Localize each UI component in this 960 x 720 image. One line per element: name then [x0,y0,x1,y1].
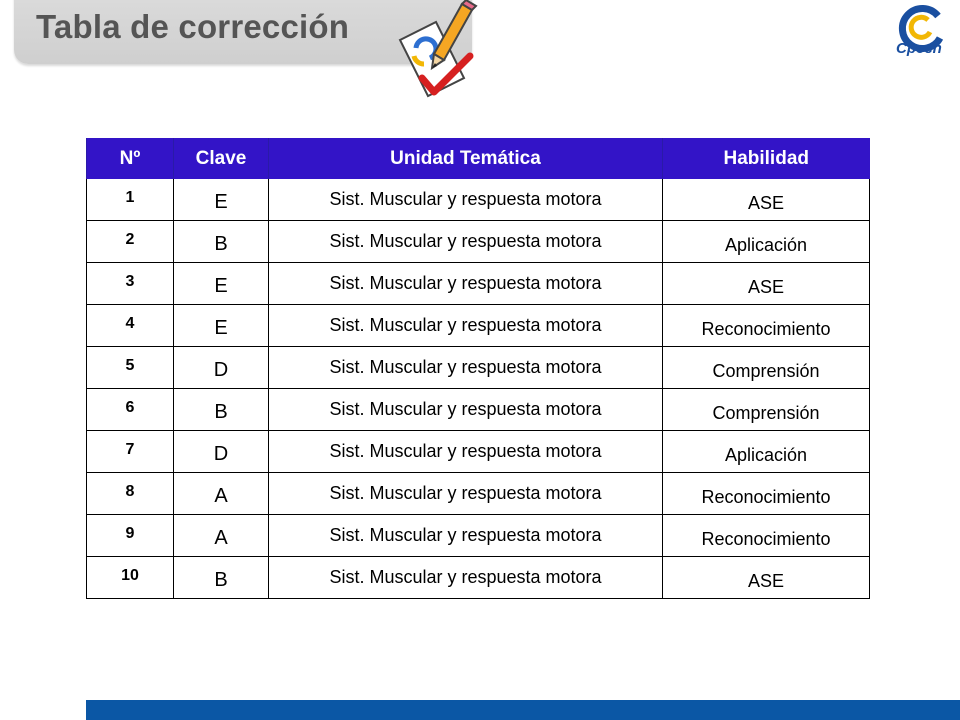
cell-unidad: Sist. Muscular y respuesta motora [269,431,663,473]
cell-clave: A [174,473,269,515]
cell-unidad: Sist. Muscular y respuesta motora [269,389,663,431]
cell-unidad: Sist. Muscular y respuesta motora [269,263,663,305]
cell-clave: B [174,389,269,431]
cell-habilidad: Reconocimiento [663,473,870,515]
cell-number: 6 [87,389,174,431]
cell-habilidad: Aplicación [663,431,870,473]
cell-habilidad: Comprensión [663,347,870,389]
table-row [87,473,870,515]
cell-clave: E [174,179,269,221]
table-row [87,263,870,305]
table-row [87,221,870,263]
table-row [87,557,870,599]
cell-number: 3 [87,263,174,305]
table-row [87,305,870,347]
table-row [87,389,870,431]
pencil-checklist-icon [394,0,480,104]
cell-number: 9 [87,515,174,557]
cell-clave: B [174,221,269,263]
header-unidad: Unidad Temática [269,138,663,179]
cell-habilidad: ASE [663,263,870,305]
cell-clave: D [174,431,269,473]
table-row [87,431,870,473]
page-title: Tabla de corrección [36,8,350,45]
header-clave: Clave [174,138,269,179]
header-habilidad: Habilidad [663,138,870,179]
cell-clave: D [174,347,269,389]
cell-number: 7 [87,431,174,473]
cell-number: 4 [87,305,174,347]
header-number: Nº [87,138,174,179]
footer-bar [86,700,960,720]
cell-habilidad: Reconocimiento [663,515,870,557]
cell-unidad: Sist. Muscular y respuesta motora [269,221,663,263]
cell-number: 1 [87,179,174,221]
cell-habilidad: Reconocimiento [663,305,870,347]
cell-habilidad: ASE [663,557,870,599]
table-header-row [87,138,870,179]
cell-number: 8 [87,473,174,515]
answer-key-table [86,138,870,599]
cell-unidad: Sist. Muscular y respuesta motora [269,347,663,389]
cell-number: 2 [87,221,174,263]
cell-unidad: Sist. Muscular y respuesta motora [269,557,663,599]
cell-clave: A [174,515,269,557]
cell-habilidad: Aplicación [663,221,870,263]
logo-text: Cpech [896,40,942,57]
table-row [87,347,870,389]
cell-clave: B [174,557,269,599]
cell-unidad: Sist. Muscular y respuesta motora [269,179,663,221]
cell-clave: E [174,305,269,347]
cell-unidad: Sist. Muscular y respuesta motora [269,305,663,347]
cell-habilidad: Comprensión [663,389,870,431]
cell-unidad: Sist. Muscular y respuesta motora [269,473,663,515]
cell-number: 5 [87,347,174,389]
cell-habilidad: ASE [663,179,870,221]
cell-clave: E [174,263,269,305]
table-row [87,515,870,557]
cell-unidad: Sist. Muscular y respuesta motora [269,515,663,557]
cell-number: 10 [87,557,174,599]
table-row [87,179,870,221]
